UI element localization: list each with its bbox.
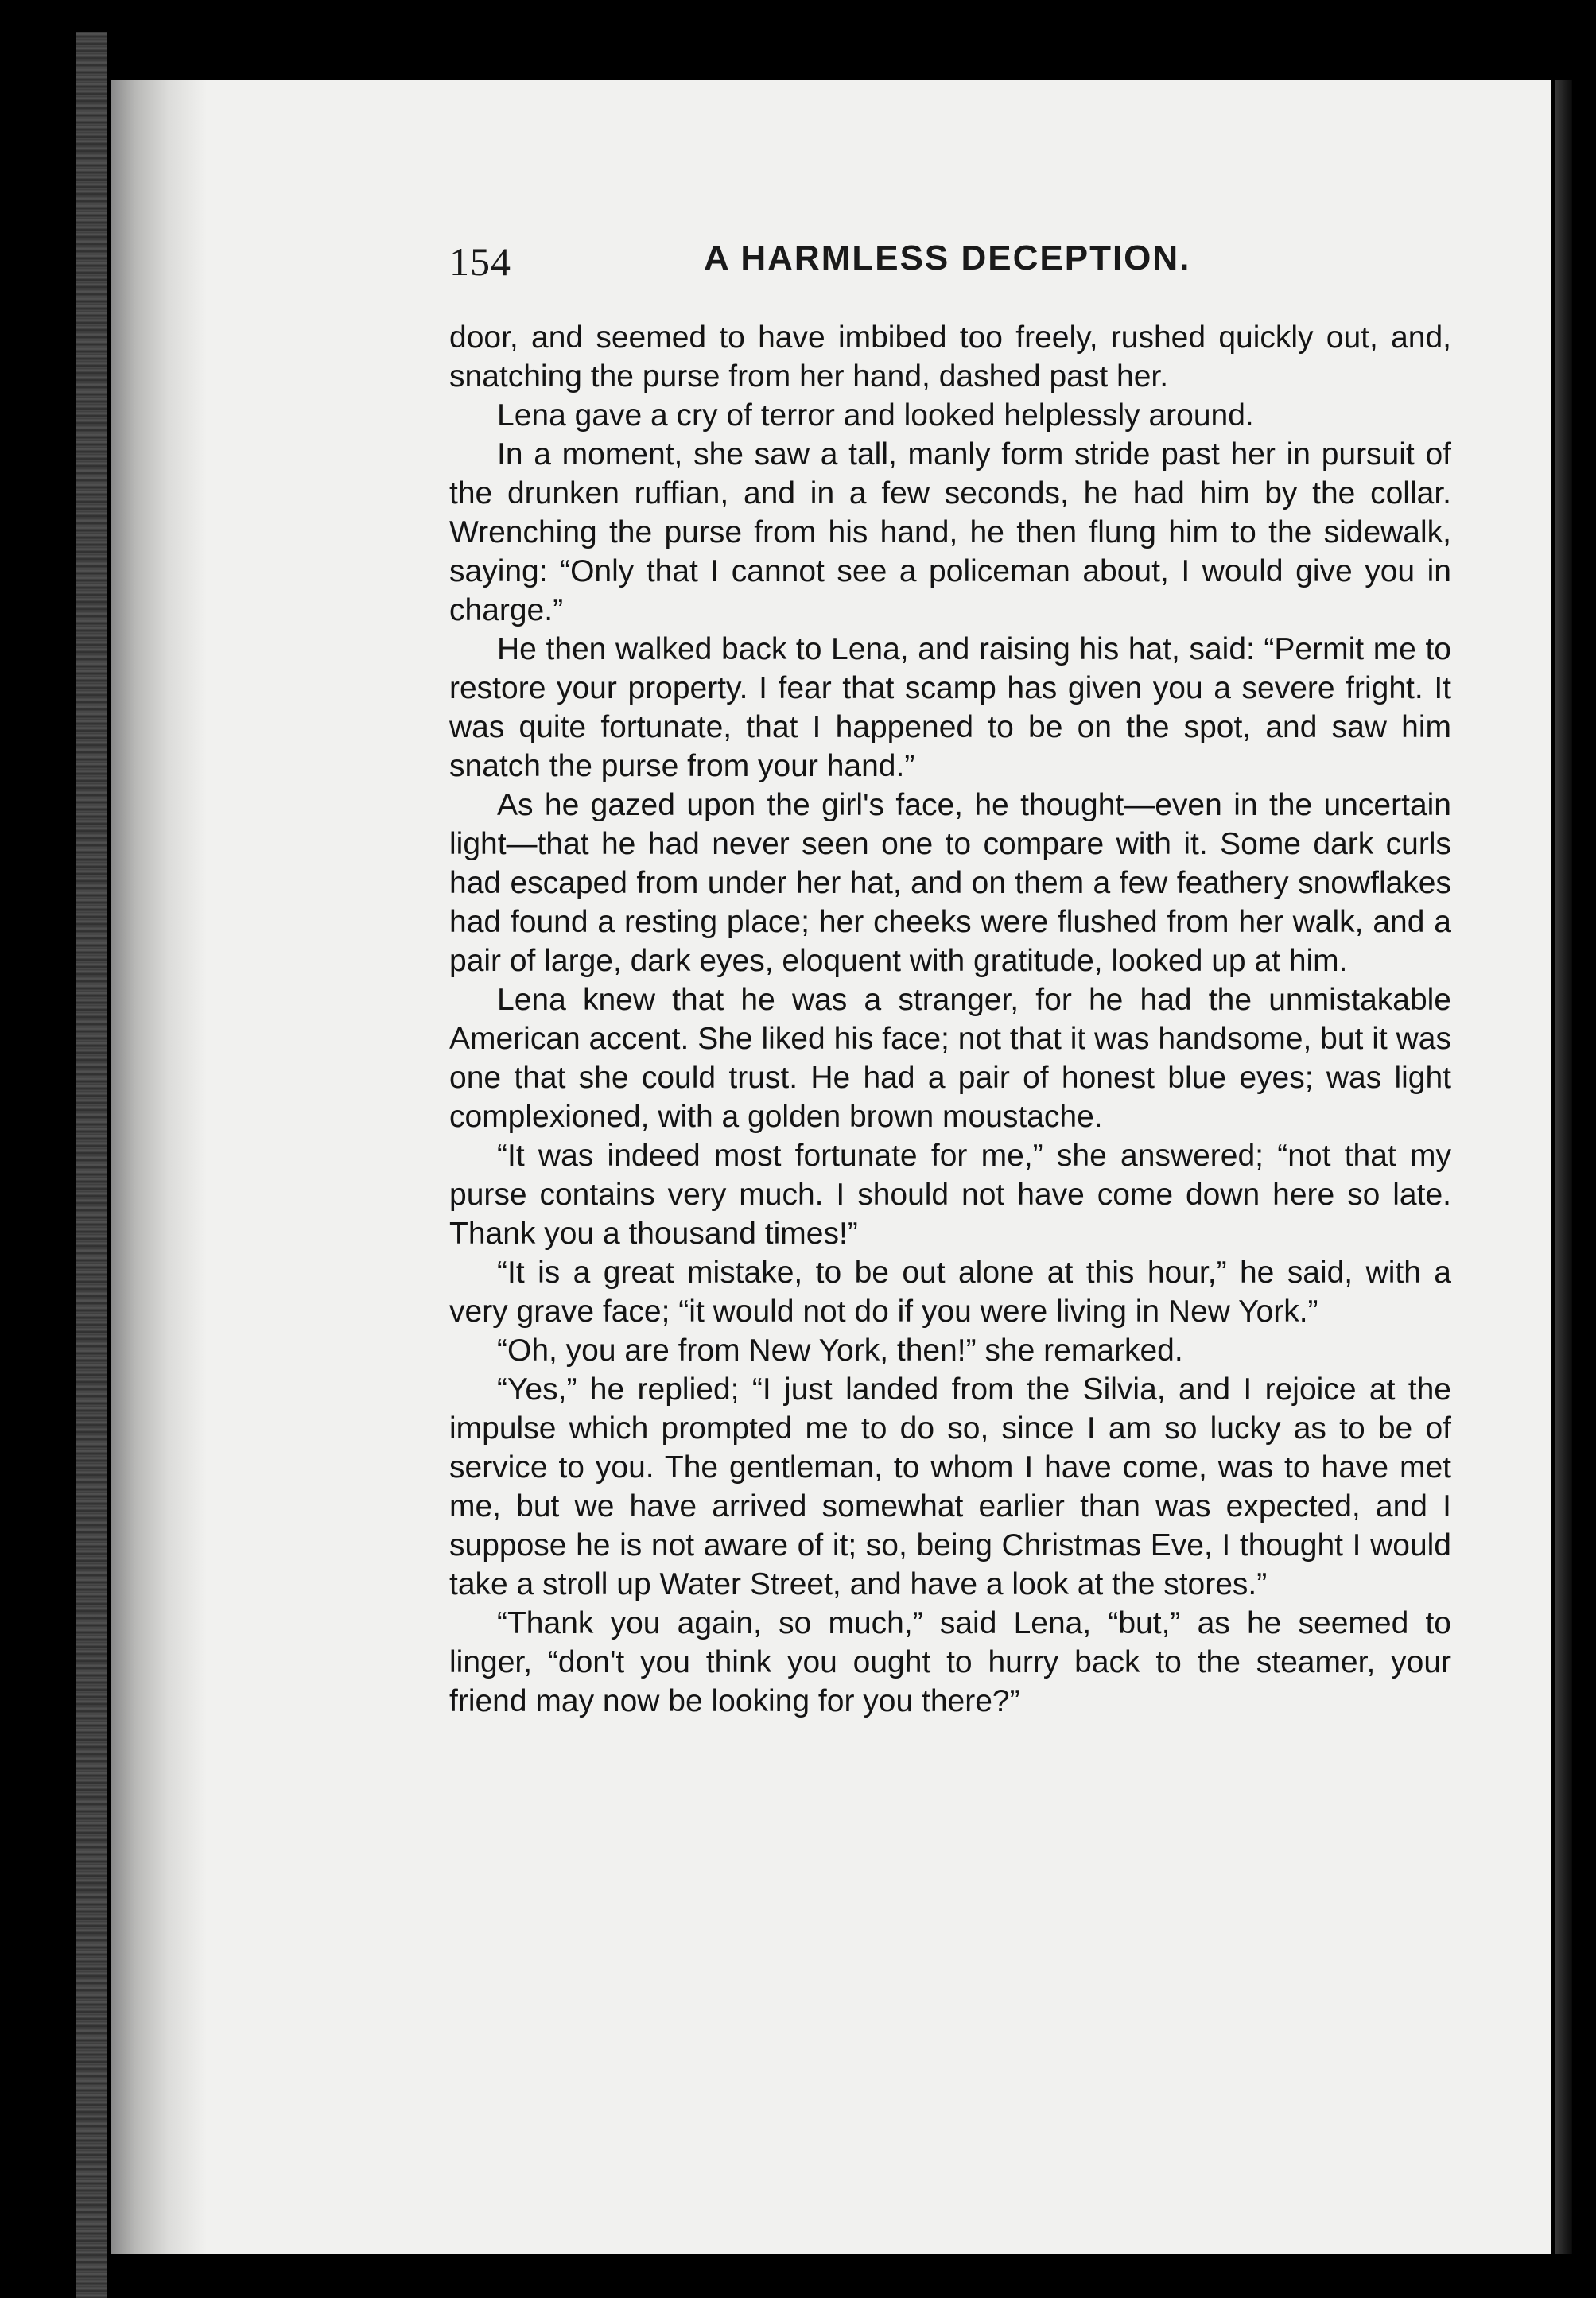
paragraph: Lena knew that he was a stranger, for he had the unmistakable American accent. She liked his face; not that it was handsome, but it was one that she could trust. He had a pair of honest blue eyes; was light complexioned, with a golden brown moustache. [449, 983, 1451, 1134]
paragraph: Lena gave a cry of terror and looked helplessly around. [497, 398, 1254, 433]
binding-edge [76, 32, 107, 2298]
paragraph: “It is a great mistake, to be out alone at this hour,” he said, with a very grave face; “it would not do if you were living in New York.” [449, 1256, 1451, 1329]
right-binding-strip [1555, 80, 1572, 2254]
paragraph: In a moment, she saw a tall, manly form stride past her in pursuit of the drunken ruffian, and in a few seconds, he had him by the collar. Wrenching the purse from his hand, he then flung him to the sidewalk, saying: “Only that I cannot see a policeman about, I would give you in charge.” [449, 437, 1451, 627]
page-header [449, 239, 1475, 302]
paragraph: “Yes,” he replied; “I just landed from the Silvia, and I rejoice at the impulse which prompted me to do so, since I am so lucky as to be of service to you. The gentleman, to whom I have come, was to have met me, but we have arrived somewhat earlier than was expected, and I suppose he is not aware of it; so, being Christmas Eve, I thought I would take a stroll up Water Street, and have a look at the stores.” [449, 1372, 1451, 1601]
running-title: A HARMLESS DECEPTION. [704, 239, 1191, 278]
paragraph: “It was indeed most fortunate for me,” she answered; “not that my purse contains very much. I should not have come down here so late. Thank you a thousand times!” [449, 1139, 1451, 1251]
paragraph: “Oh, you are from New York, then!” she remarked. [497, 1333, 1183, 1368]
page-number: 154 [449, 239, 511, 284]
body-text [449, 318, 1451, 1721]
paragraph: “Thank you again, so much,” said Lena, “but,” as he seemed to linger, “don't you think you ought to hurry back to the steamer, your friend may now be looking for you there?” [449, 1606, 1451, 1718]
paragraph: As he gazed upon the girl's face, he thought—even in the uncertain light—that he had never seen one to compare with it. Some dark curls had escaped from under her hat, and on them a few feathery snowflakes had found a resting place; her cheeks were flushed from her walk, and a pair of large, dark eyes, eloquent with gratitude, looked up at him. [449, 788, 1451, 978]
gutter-shadow [111, 80, 207, 2254]
paragraph-continuation: door, and seemed to have imbibed too freely, rushed quickly out, and, snatching the purse from her hand, dashed past her. [449, 320, 1451, 394]
paragraph: He then walked back to Lena, and raising his hat, said: “Permit me to restore your property. I fear that scamp has given you a severe fright. It was quite fortunate, that I happened to be on the spot, and saw him snatch the purse from your hand.” [449, 632, 1451, 783]
